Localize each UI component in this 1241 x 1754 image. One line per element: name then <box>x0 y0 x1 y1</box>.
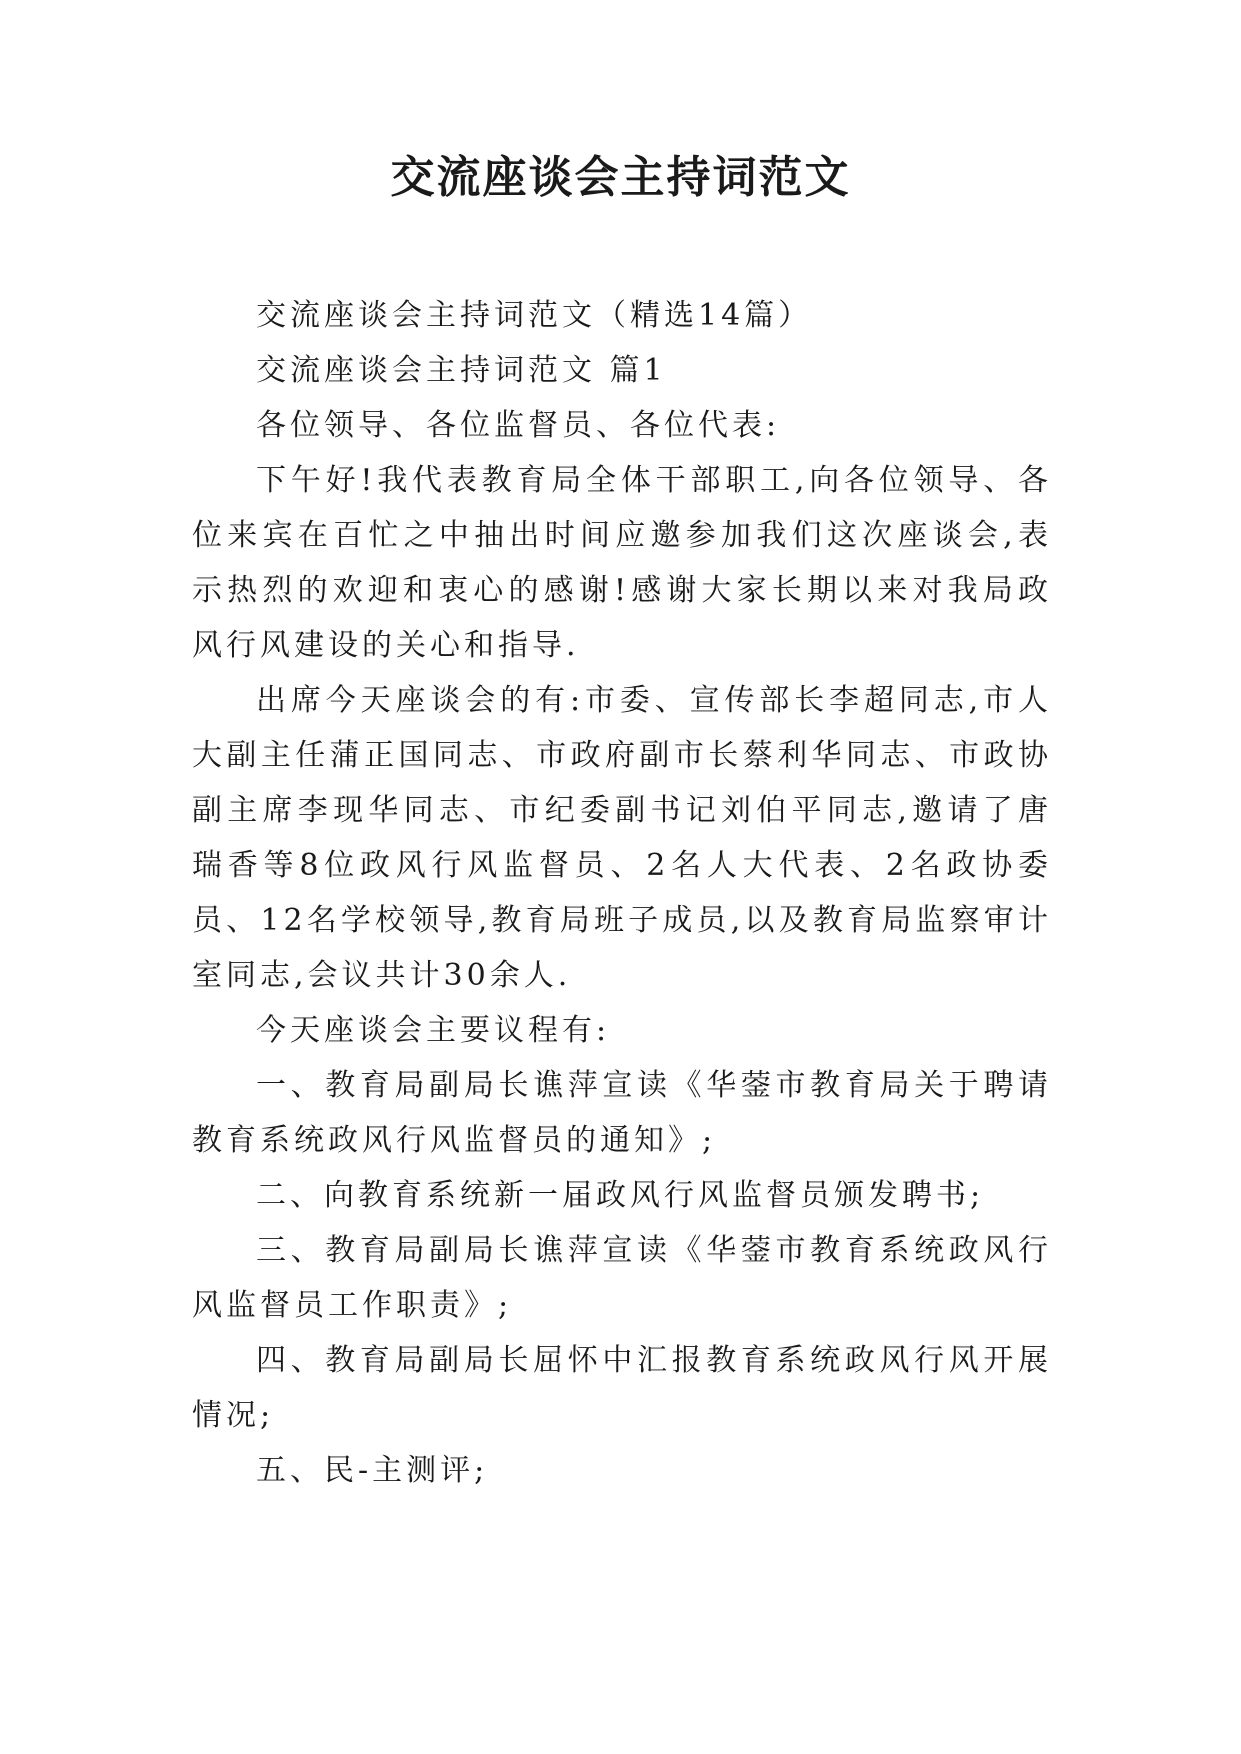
paragraph-salutation: 各位领导、各位监督员、各位代表: <box>256 408 781 443</box>
paragraph-greeting: 下午好!我代表教育局全体干部职工,向各位领导、各位来宾在百忙之中抽出时间应邀参加我们这次座谈会,表示热烈的欢迎和衷心的感谢!感谢大家长期以来对我局政风行风建设的关心和指导. <box>192 463 1052 663</box>
agenda-item-1: 一、教育局副局长谯萍宣读《华蓥市教育局关于聘请教育系统政风行风监督员的通知》; <box>192 1068 1052 1158</box>
paragraph-agenda-intro: 今天座谈会主要议程有: <box>256 1013 611 1048</box>
agenda-item-3: 三、教育局副局长谯萍宣读《华蓥市教育系统政风行风监督员工作职责》; <box>192 1233 1052 1323</box>
agenda-item-5: 五、民-主测评; <box>256 1453 489 1488</box>
document-body <box>192 288 1052 1498</box>
paragraph-subtitle: 交流座谈会主持词范文（精选14篇） <box>256 298 813 333</box>
agenda-item-4: 四、教育局副局长屈怀中汇报教育系统政风行风开展情况; <box>192 1343 1052 1433</box>
agenda-item-2: 二、向教育系统新一届政风行风监督员颁发聘书; <box>256 1178 985 1213</box>
paragraph-section-heading: 交流座谈会主持词范文 篇1 <box>256 353 667 388</box>
document-title: 交流座谈会主持词范文 <box>390 152 851 203</box>
paragraph-attendees: 出席今天座谈会的有:市委、宣传部长李超同志,市人大副主任蒲正国同志、市政府副市长蔡利华同志、市政协副主席李现华同志、市纪委副书记刘伯平同志,邀请了唐瑞香等8位政风行风监督员、2名人大代表、2名政协委员、12名学校领导,教育局班子成员,以及教育局监察审计室同志,会议共计30余人. <box>192 683 1052 993</box>
